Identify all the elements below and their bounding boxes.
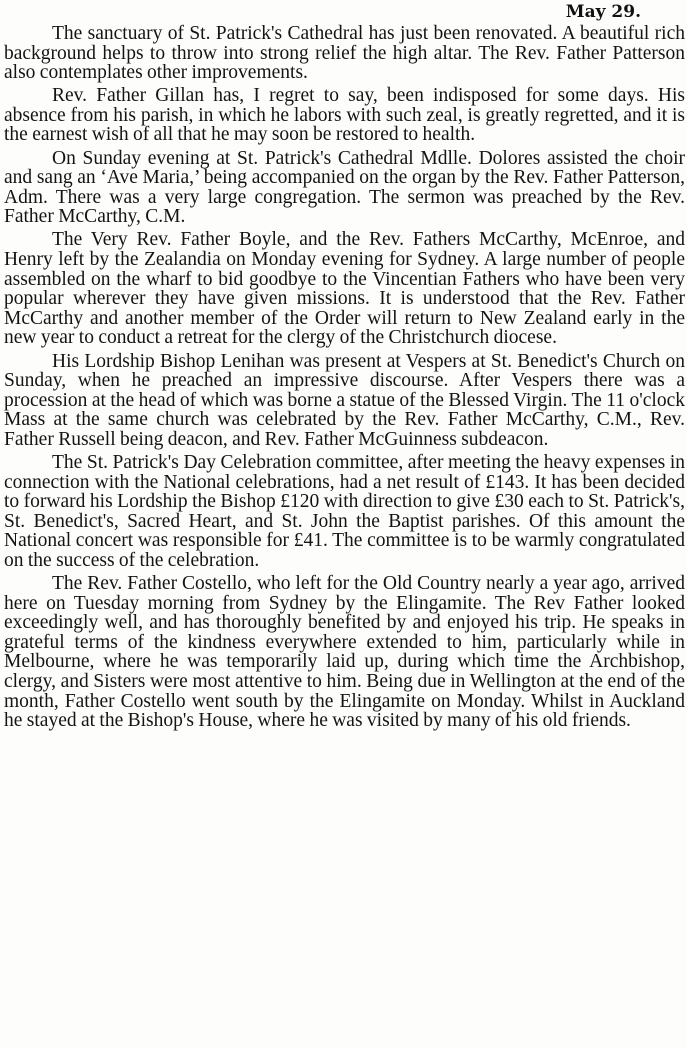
paragraph-st-benedicts-vespers: His Lordship Bishop Lenihan was present at Vespers at St. Benedict's Church on Sunday, when he preached an impressive discourse. After Vespers there was a procession at the head of which was borne a statue of the Blessed Virgin. The 11 o'clock Mass at the same church was celebrated by the Rev. Father McCarthy, C.M., Rev. Father Russell being deacon, and Rev. Father McGuinness subdeacon. — [4, 350, 685, 450]
news-column — [4, 24, 685, 734]
column-date: May 29. — [565, 2, 641, 22]
paragraph-father-costello: The Rev. Father Costello, who left for the Old Country nearly a year ago, arrived here on Tuesday morning from Sydney by the Elingamite. The Rev Father looked exceedingly well, and has thoroughly benefited by and enjoyed his trip. He speaks in grateful terms of the kindness everywhere extended to him, particularly while in Melbourne, where he was temporarily laid up, during which time the Archbishop, clergy, and Sisters were most attentive to him. Being due in Wellington at the end of the month, Father Costello went south by the Elingamite on Monday. Whilst in Auckland he stayed at the Bishop's House, where he was visited by many of his old friends. — [4, 573, 685, 732]
paragraph-father-gillan: Rev. Father Gillan has, I regret to say, been indisposed for some days. His absence from his parish, in which he labors with such zeal, is greatly regretted, and it is the earnest wish of all that he may soon be restored to health. — [4, 85, 685, 146]
paragraph-celebration-committee: The St. Patrick's Day Celebration committee, after meeting the heavy expenses in connection with the National celebrations, had a net result of £143. It has been decided to forward his Lordship the Bishop £120 with direction to give £30 each to St. Patrick's, St. Benedict's, Sacred Heart, and St. John the Baptist parishes. Of this amount the National concert was responsible for £41. The committee is to be warmly congratulated on the success of the celebration. — [4, 451, 685, 571]
paragraph-ave-maria: On Sunday evening at St. Patrick's Cathedral Mdlle. Dolores assisted the choir and sang an ‘Ave Maria,’ being accompanied on the organ by the Rev. Father Patterson, Adm. There was a very large congregation. The sermon was preached by the Rev. Father McCarthy, C.M. — [4, 147, 685, 228]
paragraph-cathedral-renovation: The sanctuary of St. Patrick's Cathedral has just been renovated. A beautiful rich background helps to throw into strong relief the high altar. The Rev. Father Patterson also contemplates other improvements. — [4, 23, 685, 84]
paragraph-vincentian-fathers: The Very Rev. Father Boyle, and the Rev. Fathers McCarthy, McEnroe, and Henry left by the Zealandia on Monday evening for Sydney. A large number of people assembled on the wharf to bid goodbye to the Vincentian Fathers who have been very popular wherever they have given missions. It is understood that the Rev. Father McCarthy and another member of the Order will return to New Zealand early in the new year to conduct a retreat for the clergy of the Christchurch diocese. — [4, 229, 685, 349]
